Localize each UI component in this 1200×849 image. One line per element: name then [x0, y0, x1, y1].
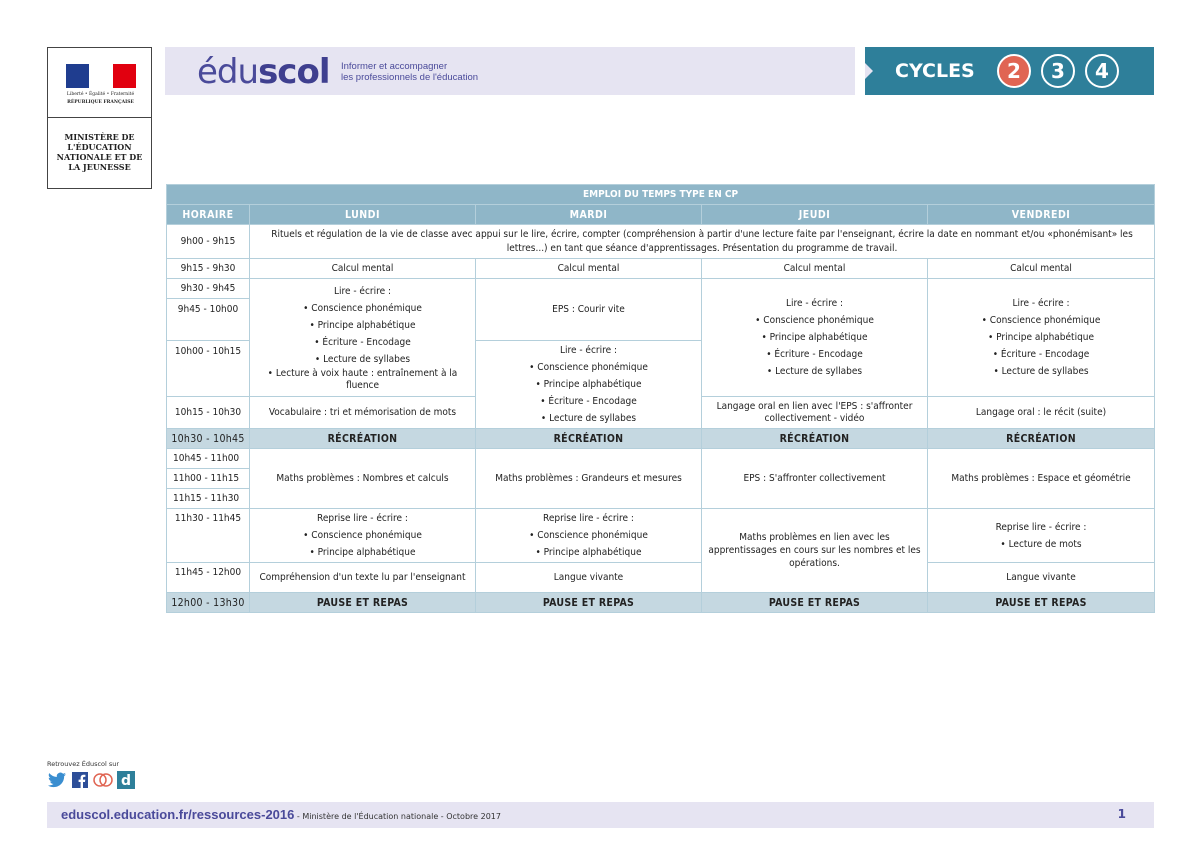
lire-voix-haute: • Lecture à voix haute : entraînement à la fluence	[267, 368, 458, 391]
lire-syllabes: • Lecture de syllabes	[540, 413, 637, 424]
dailymotion-icon[interactable]	[93, 770, 113, 790]
table-row	[167, 279, 1155, 299]
svg-text:d: d	[120, 773, 132, 789]
vocabulaire-lundi: Vocabulaire : tri et mémorisation de mots	[250, 397, 476, 429]
lire-ecriture: • Écriture - Encodage	[766, 349, 863, 360]
header-horaire: HORAIRE	[167, 205, 250, 225]
lire-conscience: • Conscience phonémique	[981, 315, 1101, 326]
lire-ecriture: • Écriture - Encodage	[314, 337, 411, 348]
pause-lundi: PAUSE ET REPAS	[250, 593, 476, 613]
social-links	[47, 770, 136, 790]
langue-vivante-vendredi: Langue vivante	[928, 563, 1155, 593]
time-cell: 10h15 - 10h30	[167, 397, 250, 429]
facebook-icon[interactable]	[70, 770, 90, 790]
time-cell: 11h30 - 11h45	[167, 509, 250, 563]
reprise-conscience: • Conscience phonémique	[303, 530, 422, 541]
time-cell: 12h00 - 13h30	[167, 593, 250, 613]
table-row	[167, 563, 1155, 593]
time-cell: 11h00 - 11h15	[167, 469, 250, 489]
retrouvez-label: Retrouvez Éduscol sur	[47, 760, 120, 768]
header-lundi: LUNDI	[250, 205, 476, 225]
table-row	[167, 225, 1155, 259]
french-flag-icon	[66, 64, 136, 88]
timetable	[166, 184, 1155, 613]
table-row	[167, 593, 1155, 613]
table-row	[167, 509, 1155, 563]
arrow-icon	[865, 63, 873, 79]
table-row	[167, 449, 1155, 469]
time-cell: 9h30 - 9h45	[167, 279, 250, 299]
langue-vivante-mardi: Langue vivante	[476, 563, 702, 593]
cycle-2-badge: 2	[997, 54, 1031, 88]
header-mardi: MARDI	[476, 205, 702, 225]
time-cell: 9h45 - 10h00	[167, 299, 250, 341]
lire-conscience: • Conscience phonémique	[755, 315, 874, 326]
time-cell: 11h45 - 12h00	[167, 563, 250, 593]
table-header-row	[167, 205, 1155, 225]
lire-ecriture: • Écriture - Encodage	[992, 349, 1090, 360]
reprise-lundi	[250, 509, 476, 563]
cycles-banner	[865, 47, 1154, 95]
brand-post: scol	[258, 52, 330, 92]
tagline-line-1: Informer et accompagner	[341, 61, 448, 72]
maths-lien-jeudi: Maths problèmes en lien avec les apprentissages en cours sur les nombres et les opérations.	[702, 509, 928, 593]
recreation-jeudi: RÉCRÉATION	[702, 429, 928, 449]
calcul-mental-jeudi: Calcul mental	[702, 259, 928, 279]
recreation-lundi: RÉCRÉATION	[250, 429, 476, 449]
header-vendredi: VENDREDI	[928, 205, 1155, 225]
cycle-4-badge: 4	[1085, 54, 1119, 88]
eps-courir-mardi: EPS : Courir vite	[476, 279, 702, 341]
pause-jeudi: PAUSE ET REPAS	[702, 593, 928, 613]
footer-url-line	[61, 807, 501, 822]
lire-title: Lire - écrire :	[333, 286, 392, 297]
lire-ecrire-lundi	[250, 279, 476, 397]
table-title: EMPLOI DU TEMPS TYPE EN CP	[167, 185, 1155, 205]
maths-grandeurs-mardi: Maths problèmes : Grandeurs et mesures	[476, 449, 702, 509]
recreation-mardi: RÉCRÉATION	[476, 429, 702, 449]
ministry-logo	[47, 47, 152, 189]
time-cell: 9h00 - 9h15	[167, 225, 250, 259]
lire-principe: • Principe alphabétique	[761, 332, 868, 343]
time-cell: 10h30 - 10h45	[167, 429, 250, 449]
cycles-label: CYCLES	[895, 60, 975, 82]
calcul-mental-vendredi: Calcul mental	[928, 259, 1155, 279]
ministry-name: MINISTÈRE DE L'ÉDUCATION NATIONALE ET DE LA JEUNESSE	[56, 132, 143, 172]
reprise-vendredi	[928, 509, 1155, 563]
republic-name: RÉPUBLIQUE FRANÇAISE	[67, 100, 134, 105]
time-cell: 9h15 - 9h30	[167, 259, 250, 279]
lecture-mots: • Lecture de mots	[1000, 538, 1082, 550]
lire-title: Lire - écrire :	[1012, 298, 1070, 309]
time-cell: 10h00 - 10h15	[167, 341, 250, 397]
footer-ministry-date: - Ministère de l'Éducation nationale - Octobre 2017	[294, 812, 501, 821]
lire-principe: • Principe alphabétique	[309, 320, 416, 331]
header-jeudi: JEUDI	[702, 205, 928, 225]
marianne-logo	[48, 48, 151, 118]
rituels-cell: Rituels et régulation de la vie de classe avec appui sur le lire, écrire, compter (compréhension à partir d'une lecture faite par l'enseignant, écrire la date en nommant et/ou «phonémisant» les lettres...) en tant que séance d'apprentissages. Présentation du programme de travail.	[250, 225, 1155, 259]
footer-url[interactable]: eduscol.education.fr/ressources-2016	[61, 807, 295, 822]
table-row	[167, 259, 1155, 279]
republic-motto: Liberté • Égalité • Fraternité	[66, 92, 135, 97]
pause-vendredi: PAUSE ET REPAS	[928, 593, 1155, 613]
lire-principe: • Principe alphabétique	[535, 379, 642, 390]
lire-conscience: • Conscience phonémique	[303, 303, 422, 314]
table-title-row	[167, 185, 1155, 205]
tagline-line-2: les professionnels de l'éducation	[341, 72, 479, 83]
maths-nombres-lundi: Maths problèmes : Nombres et calculs	[250, 449, 476, 509]
recreation-vendredi: RÉCRÉATION	[928, 429, 1155, 449]
eduscol-tagline	[341, 61, 478, 83]
reprise-title: Reprise lire - écrire :	[317, 513, 408, 524]
langage-eps-jeudi: Langage oral en lien avec l'EPS : s'affronter collectivement - vidéo	[702, 397, 928, 429]
lire-ecriture: • Écriture - Encodage	[540, 396, 637, 407]
brand-pre: édu	[197, 52, 259, 92]
lire-syllabes: • Lecture de syllabes	[314, 354, 411, 365]
lire-ecrire-jeudi	[702, 279, 928, 397]
calcul-mental-lundi: Calcul mental	[250, 259, 476, 279]
maths-espace-vendredi: Maths problèmes : Espace et géométrie	[928, 449, 1155, 509]
lire-ecrire-mardi	[476, 341, 702, 429]
twitter-icon[interactable]	[47, 770, 67, 790]
page-number: 1	[1117, 807, 1126, 821]
eduscol-logo[interactable]	[197, 52, 329, 92]
reprise-mardi	[476, 509, 702, 563]
pause-mardi: PAUSE ET REPAS	[476, 593, 702, 613]
reprise-principe: • Principe alphabétique	[309, 547, 416, 558]
lire-principe: • Principe alphabétique	[987, 332, 1095, 343]
eps-affronter-jeudi: EPS : S'affronter collectivement	[702, 449, 928, 509]
footer-band	[47, 802, 1154, 828]
reprise-conscience: • Conscience phonémique	[529, 530, 648, 541]
time-cell: 10h45 - 11h00	[167, 449, 250, 469]
eduscol-header	[165, 47, 855, 95]
table-row	[167, 429, 1155, 449]
eduscol-d-icon[interactable]	[116, 770, 136, 790]
calcul-mental-mardi: Calcul mental	[476, 259, 702, 279]
lire-syllabes: • Lecture de syllabes	[993, 366, 1089, 377]
reprise-title: Reprise lire - écrire :	[543, 513, 634, 524]
reprise-principe: • Principe alphabétique	[535, 547, 642, 558]
reprise-title: Reprise lire - écrire :	[995, 521, 1087, 533]
lire-ecrire-vendredi	[928, 279, 1155, 397]
lire-title: Lire - écrire :	[559, 345, 618, 356]
lire-title: Lire - écrire :	[785, 298, 844, 309]
langage-recit-vendredi: Langage oral : le récit (suite)	[928, 397, 1155, 429]
cycle-3-badge: 3	[1041, 54, 1075, 88]
lire-conscience: • Conscience phonémique	[529, 362, 648, 373]
time-cell: 11h15 - 11h30	[167, 489, 250, 509]
lire-syllabes: • Lecture de syllabes	[766, 366, 863, 377]
comprehension-lundi: Compréhension d'un texte lu par l'enseignant	[250, 563, 476, 593]
